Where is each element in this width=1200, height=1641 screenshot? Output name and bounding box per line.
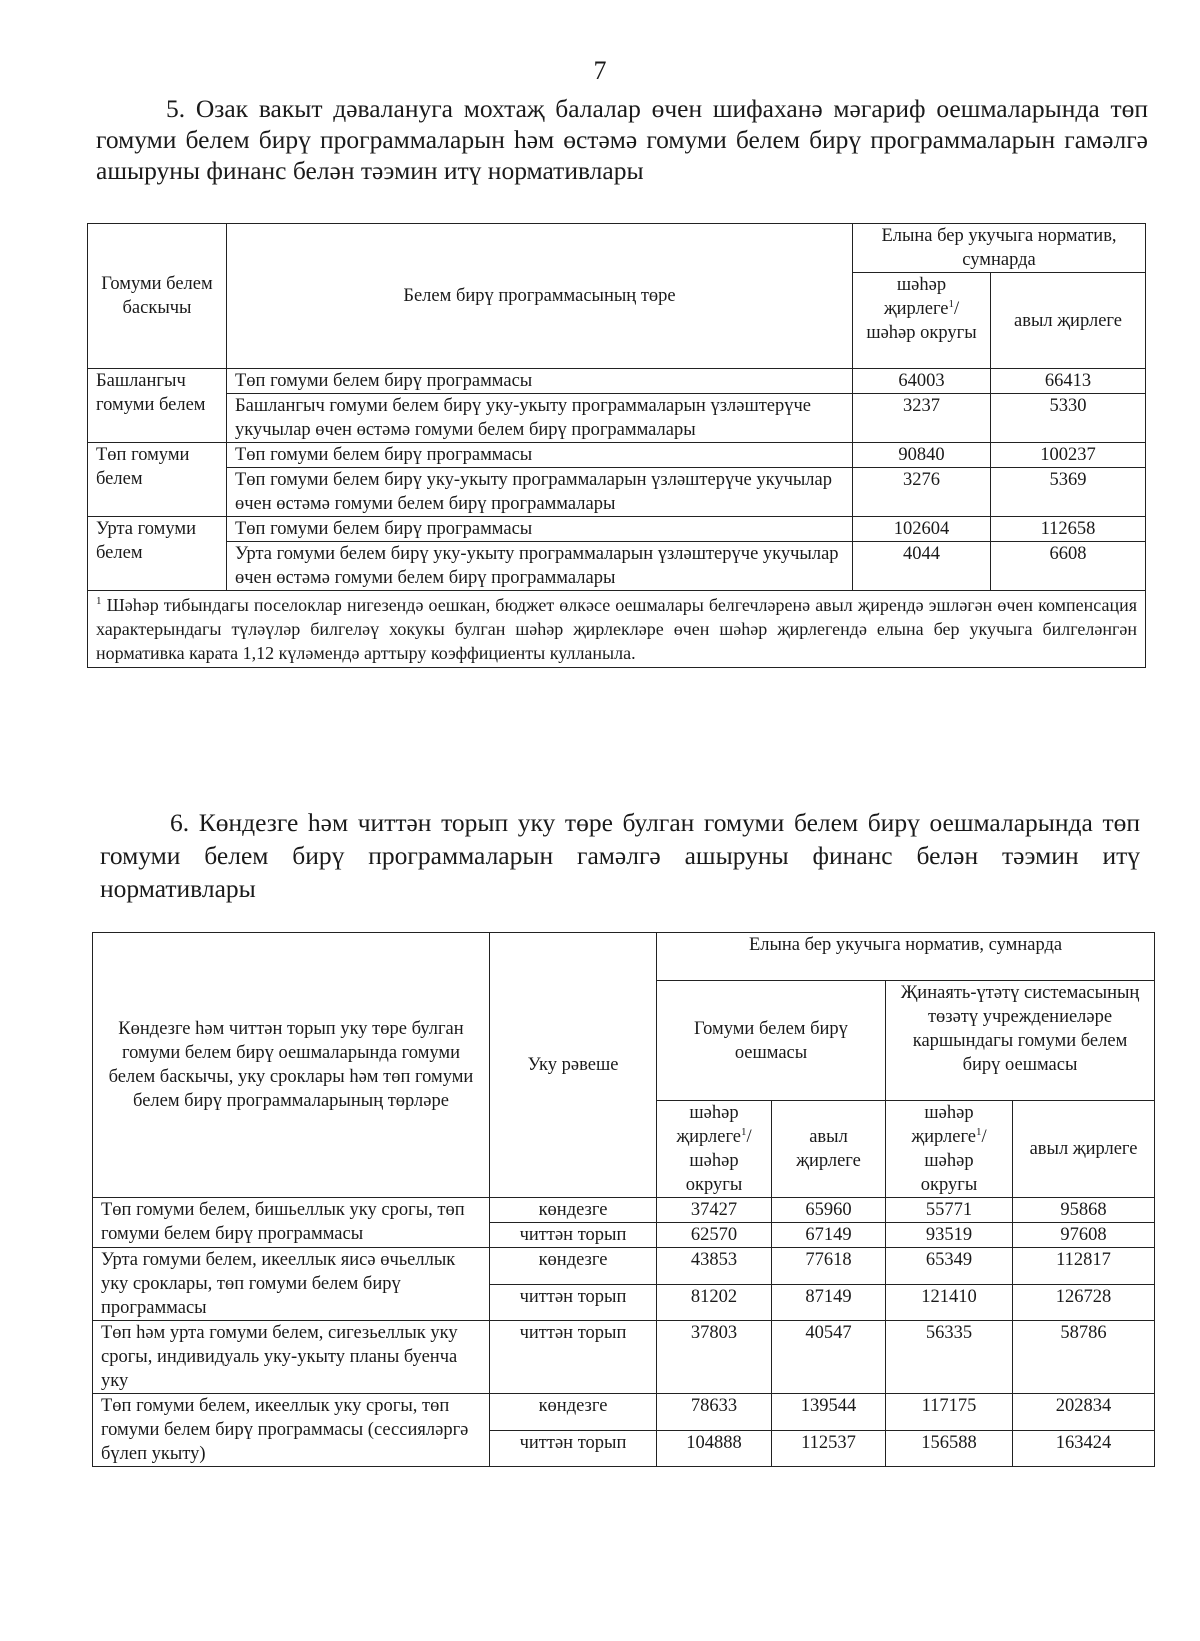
- value-cell: 112537: [772, 1430, 886, 1467]
- form-cell: читтән торып: [490, 1223, 657, 1248]
- header-program-type: Белем бирү программасының төре: [227, 224, 853, 369]
- value-cell: 67149: [772, 1223, 886, 1248]
- footnote-mark: 1: [96, 595, 102, 607]
- description-cell: Төп гомуми белем, бишьеллык уку срогы, төп гомуми белем бирү программасы: [93, 1198, 490, 1248]
- section-6-title: Көндезге һәм читтән торып уку төре булган гомуми белем бирү оешмаларында төп гомуми белем бирү программаларын гамәлгә ашыруны финанс белән тәэмин итү нормативлары: [100, 808, 1140, 903]
- value-cell: 43853: [657, 1248, 772, 1285]
- program-cell: Башлангыч гомуми белем бирү уку-укыту программаларын үзләштерүче укучылар өчен өстәмә гомуми белем бирү программалары: [227, 394, 853, 443]
- table-row: [88, 542, 1146, 591]
- value-cell: 93519: [886, 1223, 1013, 1248]
- header-general-school: Гомуми белем бирү оешмасы: [657, 981, 886, 1101]
- value-cell: 117175: [886, 1394, 1013, 1431]
- value-cell: 40547: [772, 1321, 886, 1394]
- value-urban: 4044: [853, 542, 991, 591]
- header-norm: Елына бер укучыга норматив, сумнарда: [853, 224, 1146, 273]
- value-rural: 5330: [991, 394, 1146, 443]
- value-rural: 100237: [991, 443, 1146, 468]
- program-cell: Төп гомуми белем бирү программасы: [227, 517, 853, 542]
- form-cell: көндезге: [490, 1248, 657, 1285]
- value-cell: 95868: [1013, 1198, 1155, 1223]
- value-urban: 102604: [853, 517, 991, 542]
- value-urban: 3237: [853, 394, 991, 443]
- table-row: [93, 1248, 1155, 1285]
- footnote-text: Шәһәр тибындагы поселоклар нигезендә оешкан, бюджет өлкәсе оешмалары белгечләренә авыл җирендә эшләгән өчен компенсация характерындагы түләүләр билгеләү хокукы булган шәһәр җирлекләре өчен шәһәр җирлегендә елына бер укучыга билгеләнгән нормативка карата 1,12 күләмендә арттыру коэффициенты кулланыла.: [96, 595, 1138, 663]
- header-norm: Елына бер укучыга норматив, сумнарда: [657, 933, 1155, 981]
- page-number: 7: [593, 56, 607, 85]
- value-rural: 66413: [991, 369, 1146, 394]
- value-cell: 65960: [772, 1198, 886, 1223]
- level-cell: Башлангыч гомуми белем: [88, 369, 227, 443]
- value-cell: 202834: [1013, 1394, 1155, 1431]
- section-6-norms-table: [92, 932, 1155, 1467]
- header-urban: шәһәр җирлеге$^1$/ шәһәр округы: [657, 1101, 772, 1198]
- value-cell: 97608: [1013, 1223, 1155, 1248]
- form-cell: читтән торып: [490, 1430, 657, 1467]
- table-row: [88, 517, 1146, 542]
- form-cell: читтән торып: [490, 1284, 657, 1321]
- value-cell: 112817: [1013, 1248, 1155, 1285]
- header-correctional-school: Җинаять-үтәтү системасының төзәтү учреждениеләре каршындагы гомуми белем бирү оешмасы: [886, 981, 1155, 1101]
- value-cell: 37427: [657, 1198, 772, 1223]
- program-cell: Урта гомуми белем бирү уку-укыту программаларын үзләштерүче укучылар өчен өстәмә гомуми белем бирү программалары: [227, 542, 853, 591]
- section-6-number: 6.: [170, 808, 190, 837]
- level-cell: Урта гомуми белем: [88, 517, 227, 591]
- form-cell: көндезге: [490, 1198, 657, 1223]
- value-cell: 126728: [1013, 1284, 1155, 1321]
- header-rural: авыл җирлеге: [772, 1101, 886, 1198]
- section-5-norms-table: [87, 223, 1146, 668]
- footnote: [88, 591, 1146, 668]
- value-rural: 112658: [991, 517, 1146, 542]
- value-urban: 90840: [853, 443, 991, 468]
- program-cell: Төп гомуми белем бирү программасы: [227, 369, 853, 394]
- form-cell: көндезге: [490, 1394, 657, 1431]
- value-cell: 81202: [657, 1284, 772, 1321]
- value-cell: 62570: [657, 1223, 772, 1248]
- section-6-heading: [100, 806, 1140, 905]
- header-rural: авыл җирлеге: [1013, 1101, 1155, 1198]
- value-urban: 64003: [853, 369, 991, 394]
- section-5-heading: [96, 93, 1148, 186]
- header-rural: авыл җирлеге: [991, 273, 1146, 369]
- table-row: [88, 443, 1146, 468]
- value-cell: 139544: [772, 1394, 886, 1431]
- program-cell: Төп гомуми белем бирү уку-укыту программаларын үзләштерүче укучылар өчен өстәмә гомуми белем бирү программалары: [227, 468, 853, 517]
- table-row: [93, 1394, 1155, 1431]
- description-cell: Төп һәм урта гомуми белем, сигезьеллык уку срогы, индивидуаль уку-укыту планы буенча уку: [93, 1321, 490, 1394]
- section-5-title: Озак вакыт дәвалануга мохтаҗ балалар өчен шифаханә мәгариф оешмаларында төп гомуми белем бирү программаларын һәм өстәмә гомуми белем бирү программаларын гамәлгә ашыруны финанс белән тәэмин итү нормативлары: [96, 94, 1148, 185]
- table-row: [93, 1198, 1155, 1223]
- value-cell: 87149: [772, 1284, 886, 1321]
- header-level: Гомуми белем баскычы: [88, 224, 227, 369]
- table-row: [88, 369, 1146, 394]
- value-cell: 78633: [657, 1394, 772, 1431]
- header-urban: шәһәр җирлеге$^1$/ шәһәр округы: [853, 273, 991, 369]
- header-form: Уку рәвеше: [490, 933, 657, 1198]
- value-cell: 163424: [1013, 1430, 1155, 1467]
- value-cell: 55771: [886, 1198, 1013, 1223]
- value-cell: 37803: [657, 1321, 772, 1394]
- value-cell: 65349: [886, 1248, 1013, 1285]
- value-cell: 77618: [772, 1248, 886, 1285]
- value-rural: 5369: [991, 468, 1146, 517]
- header-urban: шәһәр җирлеге$^1$/ шәһәр округы: [886, 1101, 1013, 1198]
- value-cell: 104888: [657, 1430, 772, 1467]
- value-rural: 6608: [991, 542, 1146, 591]
- table-row: [88, 394, 1146, 443]
- value-cell: 156588: [886, 1430, 1013, 1467]
- section-5-number: 5.: [166, 94, 186, 123]
- value-cell: 56335: [886, 1321, 1013, 1394]
- header-description: Көндезге һәм читтән торып уку төре булган гомуми белем бирү оешмаларында гомуми белем баскычы, уку сроклары һәм төп гомуми белем бирү программаларының төрләре: [93, 933, 490, 1198]
- value-cell: 58786: [1013, 1321, 1155, 1394]
- form-cell: читтән торып: [490, 1321, 657, 1394]
- description-cell: Төп гомуми белем, икееллык уку срогы, төп гомуми белем бирү программасы (сессияләргә бүлеп укыту): [93, 1394, 490, 1467]
- value-urban: 3276: [853, 468, 991, 517]
- value-cell: 121410: [886, 1284, 1013, 1321]
- level-cell: Төп гомуми белем: [88, 443, 227, 517]
- table-row: [88, 468, 1146, 517]
- table-row: [93, 1321, 1155, 1394]
- program-cell: Төп гомуми белем бирү программасы: [227, 443, 853, 468]
- description-cell: Урта гомуми белем, икееллык яисә өчьеллык уку сроклары, төп гомуми белем бирү программасы: [93, 1248, 490, 1321]
